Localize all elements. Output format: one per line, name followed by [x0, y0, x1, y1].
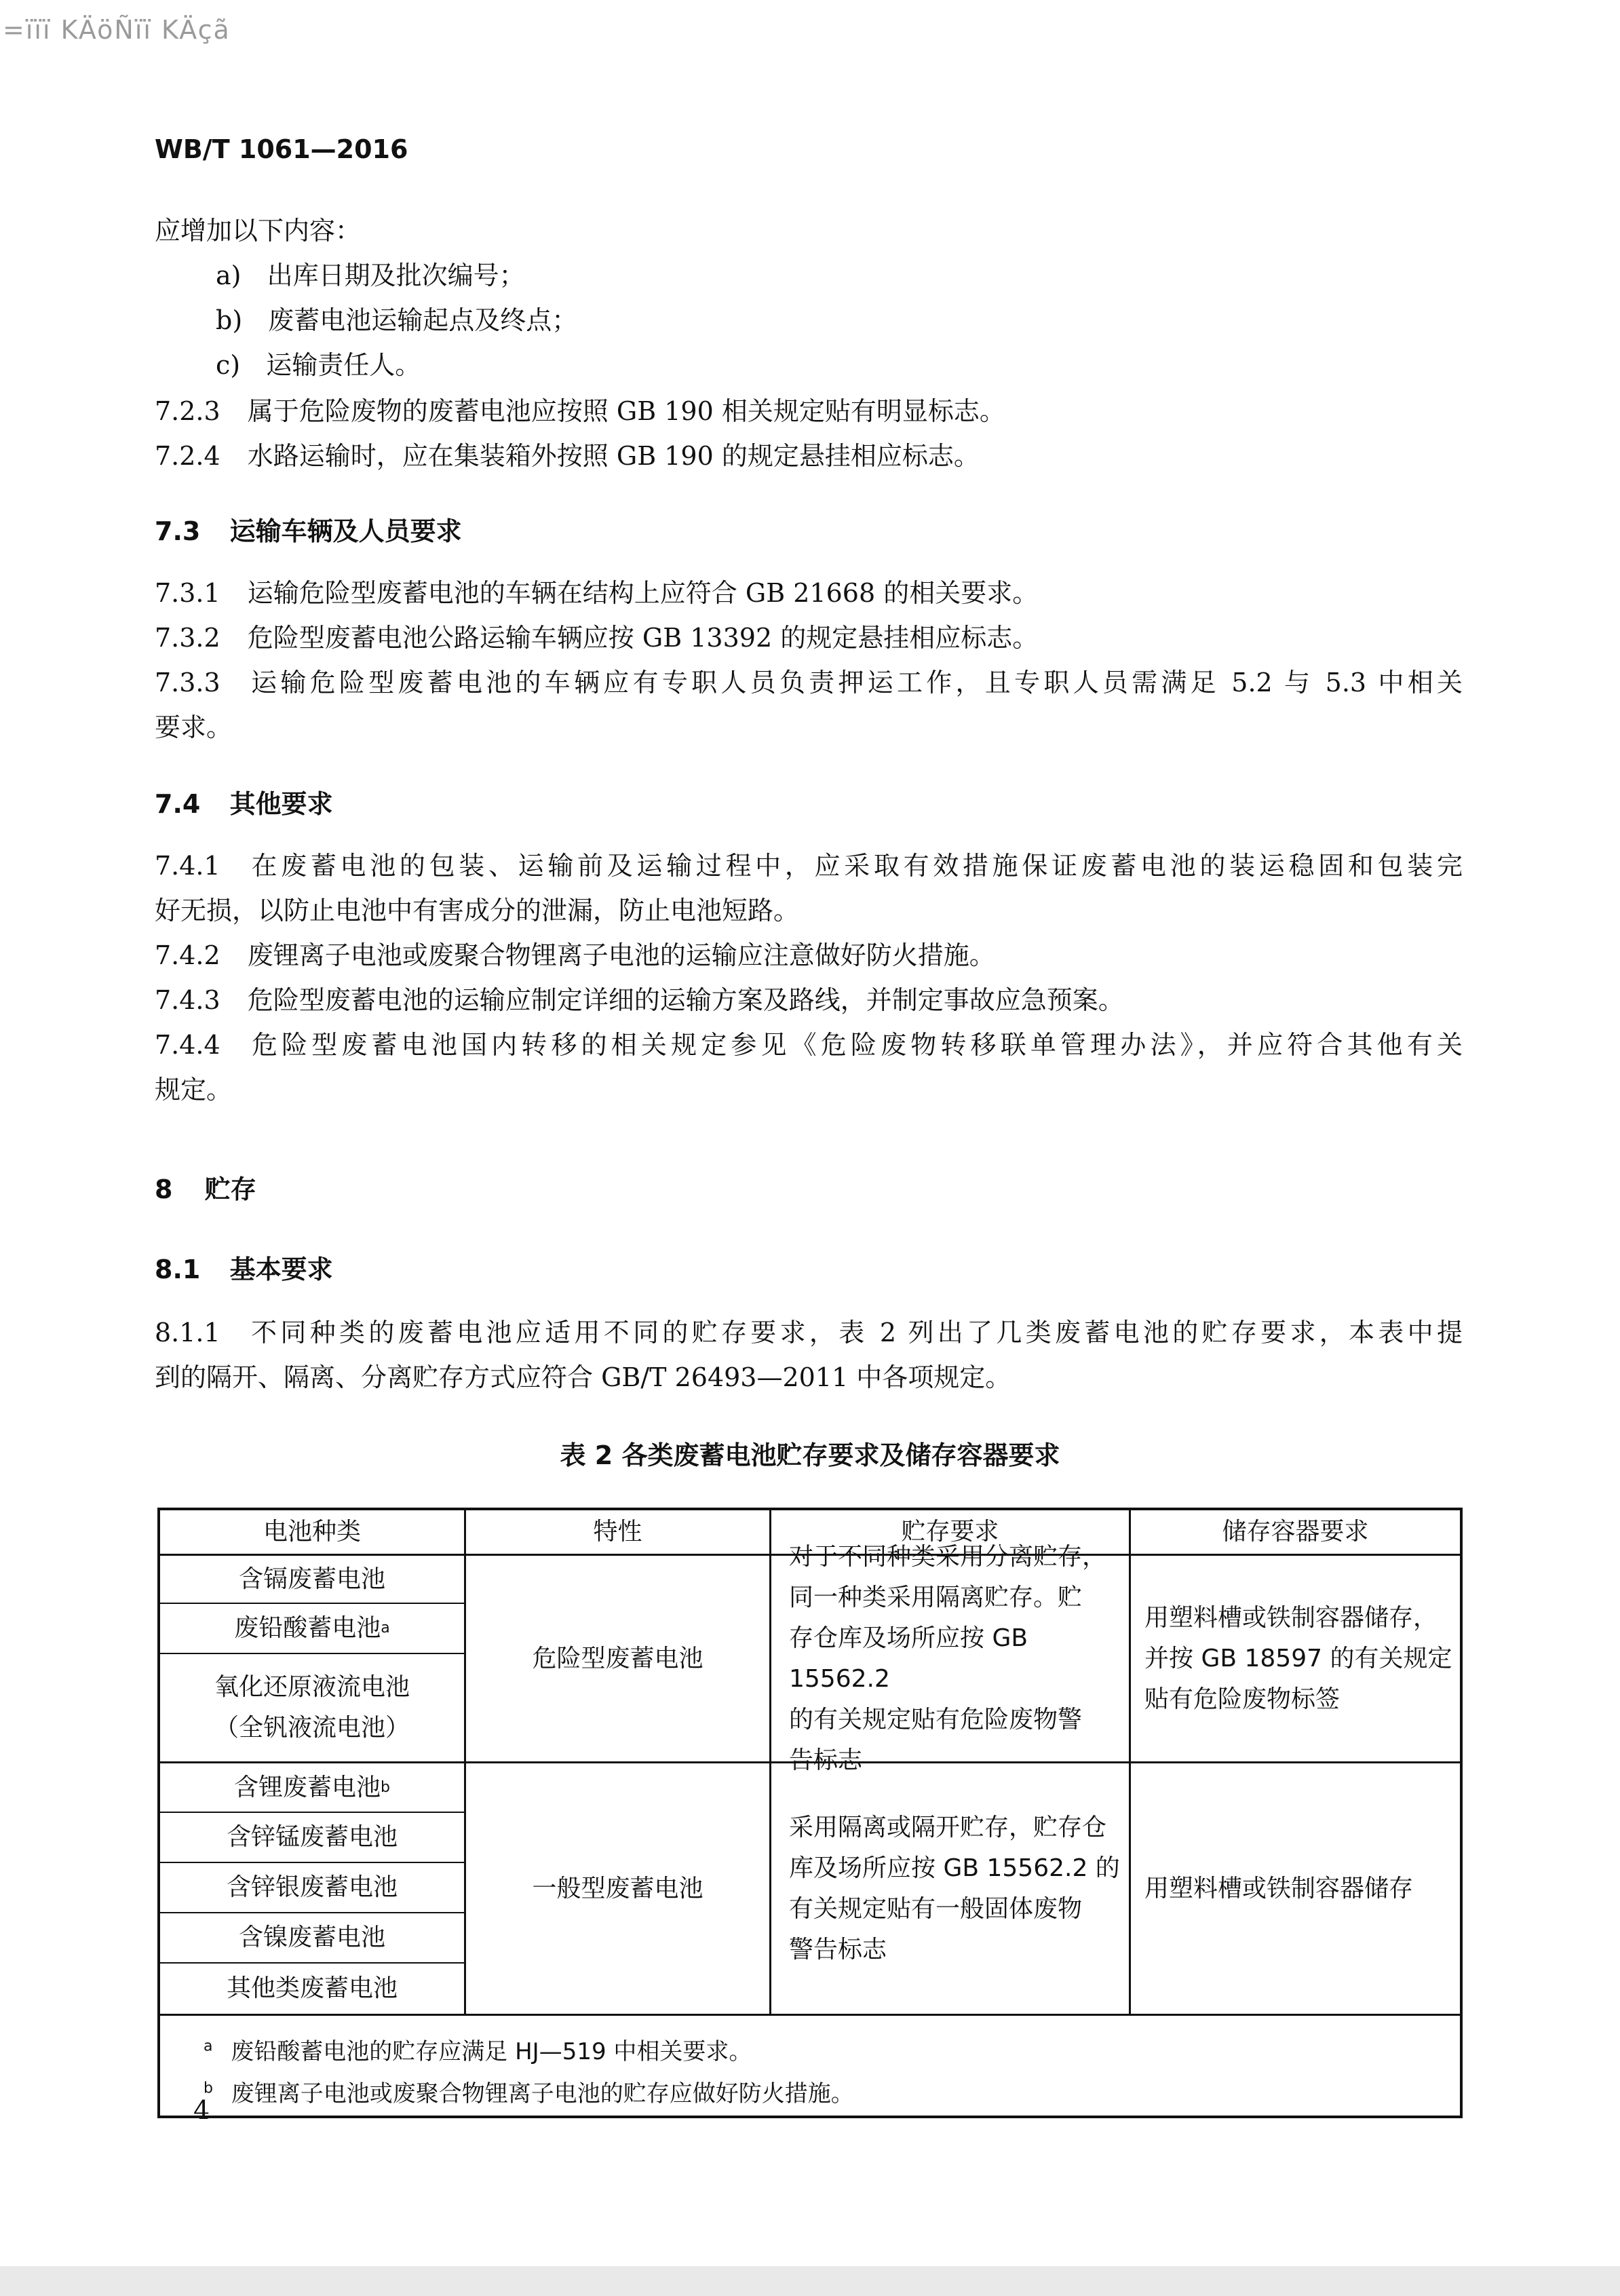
- list-marker: b): [216, 305, 243, 335]
- top-watermark-text: =ïïï KÄöÑïï KÄçã: [3, 15, 231, 45]
- clause-7-2-3: [155, 396, 1005, 427]
- table-cell-battery-type: 其他类废蓄电池: [226, 1974, 398, 2002]
- table-footnote: [204, 2033, 752, 2066]
- table-caption: 表 2 各类废蓄电池贮存要求及储存容器要求: [560, 1440, 1060, 1470]
- footnote-text: 废铅酸蓄电池的贮存应满足 HJ—519 中相关要求。: [231, 2038, 752, 2065]
- list-text: 废蓄电池运输起点及终点；: [268, 305, 578, 335]
- clause-number: 7.3.3: [155, 668, 220, 697]
- clause-text-line2: 好无损，以防止电池中有害成分的泄漏，防止电池短路。: [155, 896, 800, 925]
- list-text: 出库日期及批次编号；: [267, 261, 525, 290]
- page-number: 4: [193, 2095, 210, 2125]
- clause-text-line1: 危险型废蓄电池国内转移的相关规定参见《危险废物转移联单管理办法》，并应符合其他有关: [251, 1030, 1463, 1060]
- battery-type-text: 含锂废蓄电池: [234, 1773, 381, 1801]
- clause-number: 8.1.1: [155, 1318, 220, 1347]
- clause-number: 7.2.3: [155, 396, 220, 426]
- intro-text: 应增加以下内容：: [155, 216, 362, 246]
- bottom-scan-edge: [0, 2266, 1620, 2296]
- clause-7-2-4: [155, 441, 980, 472]
- clause-number: 7.2.4: [155, 441, 220, 471]
- storage-line: 同一种类采用隔离贮存。贮: [789, 1583, 1083, 1611]
- clause-text: 危险型废蓄电池的运输应制定详细的运输方案及路线，并制定事故应急预案。: [247, 985, 1124, 1015]
- battery-type-text: 废铅酸蓄电池: [234, 1614, 381, 1642]
- table-footnote-rule: [157, 2014, 1463, 2016]
- clause-8-1-1: [155, 1318, 1463, 1349]
- table-header-cell: 特性: [593, 1518, 642, 1546]
- section-number: 8.1: [155, 1255, 201, 1284]
- clause-text-line1: 运输危险型废蓄电池的车辆应有专职人员负责押运工作，且专职人员需满足 5.2 与 5.3 中相关: [251, 668, 1463, 697]
- table-header-cell: 储存容器要求: [1222, 1518, 1369, 1546]
- table-cell-storage-req: [771, 1763, 1129, 2014]
- clause-text-line2: 要求。: [155, 712, 233, 742]
- clause-number: 7.4.4: [155, 1030, 220, 1060]
- clause-7-4-4: [155, 1030, 1463, 1061]
- clause-text: 运输危险型废蓄电池的车辆在结构上应符合 GB 21668 的相关要求。: [247, 578, 1039, 608]
- table-header-cell: 贮存要求: [901, 1518, 999, 1546]
- clause-7-3-1: [155, 578, 1038, 609]
- section-title: 运输车辆及人员要求: [229, 516, 462, 546]
- footnote-mark: a: [204, 2037, 213, 2055]
- storage-line: 有关规定贴有一般固体废物: [789, 1894, 1083, 1923]
- list-marker: a): [216, 261, 242, 290]
- clause-text: 属于危险废物的废蓄电池应按照 GB 190 相关规定贴有明显标志。: [247, 396, 1005, 426]
- table-cell-battery-type: 含锌锰废蓄电池: [226, 1823, 398, 1851]
- table-footnote: [204, 2075, 854, 2108]
- container-line: 用塑料槽或铁制容器储存，: [1144, 1603, 1438, 1632]
- table-cell-battery-type: [160, 1654, 464, 1761]
- storage-line: 对于不同种类采用分离贮存，: [789, 1542, 1107, 1571]
- clause-number: 7.4.2: [155, 940, 220, 970]
- clause-7-3-2: [155, 623, 1038, 654]
- list-marker: c): [216, 350, 241, 380]
- chapter-heading-8: [155, 1168, 256, 1206]
- footnote-ref: a: [381, 1620, 390, 1637]
- section-heading-8-1: [155, 1248, 333, 1286]
- clause-7-4-2: [155, 940, 995, 972]
- clause-number: 7.3.2: [155, 623, 220, 653]
- table-cell-battery-type: 含镉废蓄电池: [238, 1565, 385, 1593]
- container-line: 并按 GB 18597 的有关规定: [1144, 1644, 1452, 1672]
- list-item: [216, 305, 577, 337]
- list-item: [216, 350, 421, 381]
- storage-line: 告标志: [789, 1746, 863, 1774]
- clause-text-line2: 到的隔开、隔离、分离贮存方式应符合 GB/T 26493—2011 中各项规定。: [155, 1362, 1011, 1392]
- table-cell-storage-req: [771, 1542, 1129, 1774]
- footnote-mark: b: [204, 2080, 213, 2097]
- storage-line: 采用隔离或隔开贮存，贮存仓: [789, 1813, 1107, 1841]
- clause-text: 废锂离子电池或废聚合物锂离子电池的运输应注意做好防火措施。: [247, 940, 995, 970]
- storage-line: 库及场所应按 GB 15562.2 的: [789, 1854, 1120, 1882]
- table-cell-property: 一般型废蓄电池: [532, 1874, 703, 1902]
- clause-text: 危险型废蓄电池公路运输车辆应按 GB 13392 的规定悬挂相应标志。: [247, 623, 1039, 653]
- table-cell-battery-type: [160, 1604, 464, 1653]
- clause-7-4-1: [155, 851, 1463, 882]
- clause-number: 7.3.1: [155, 578, 220, 608]
- container-line: 贴有危险废物标签: [1144, 1685, 1341, 1713]
- section-number: 7.4: [155, 789, 201, 819]
- section-heading-7-3: [155, 510, 462, 548]
- table-header-cell: 电池种类: [263, 1518, 361, 1546]
- chapter-title: 贮存: [204, 1174, 256, 1204]
- clause-7-3-3: [155, 668, 1463, 699]
- footnote-text: 废锂离子电池或废聚合物锂离子电池的贮存应做好防火措施。: [231, 2080, 854, 2107]
- battery-type-line: （全钒液流电池）: [214, 1714, 410, 1742]
- standard-code-header: WB/T 1061—2016: [155, 134, 408, 164]
- table-cell-battery-type: 含锌银废蓄电池: [226, 1873, 398, 1901]
- clause-text: 水路运输时，应在集装箱外按照 GB 190 的规定悬挂相应标志。: [247, 441, 980, 471]
- clause-text-line1: 不同种类的废蓄电池应适用不同的贮存要求，表 2 列出了几类废蓄电池的贮存要求，本表中提: [251, 1318, 1463, 1347]
- clause-number: 7.4.3: [155, 985, 220, 1015]
- table-cell-battery-type: [160, 1763, 464, 1812]
- storage-line: 的有关规定贴有危险废物警: [789, 1705, 1083, 1734]
- list-text: 运输责任人。: [266, 350, 421, 380]
- clause-text-line2: 规定。: [155, 1075, 233, 1105]
- clause-7-4-3: [155, 985, 1124, 1016]
- storage-line: 存仓库及场所应按 GB 15562.2: [789, 1624, 1028, 1693]
- table-cell-container-req: [1131, 1556, 1460, 1761]
- section-title: 其他要求: [229, 789, 333, 819]
- clause-number: 7.4.1: [155, 851, 220, 881]
- table-cell-battery-type: 含镍废蓄电池: [238, 1924, 385, 1951]
- table-cell-property: 危险型废蓄电池: [532, 1644, 703, 1672]
- table-border-right: [1460, 1508, 1463, 2118]
- section-number: 7.3: [155, 516, 201, 546]
- storage-line: 警告标志: [789, 1935, 887, 1964]
- section-title: 基本要求: [229, 1255, 333, 1284]
- chapter-number: 8: [155, 1174, 173, 1204]
- section-heading-7-4: [155, 783, 333, 820]
- clause-text-line1: 在废蓄电池的包装、运输前及运输过程中，应采取有效措施保证废蓄电池的装运稳固和包装完: [251, 851, 1463, 881]
- battery-type-line: 氧化还原液流电池: [214, 1673, 410, 1701]
- footnote-ref: b: [381, 1778, 390, 1796]
- list-item: [216, 261, 525, 292]
- table-border-bottom: [157, 2116, 1463, 2118]
- table-cell-container-req: 用塑料槽或铁制容器储存: [1144, 1874, 1414, 1902]
